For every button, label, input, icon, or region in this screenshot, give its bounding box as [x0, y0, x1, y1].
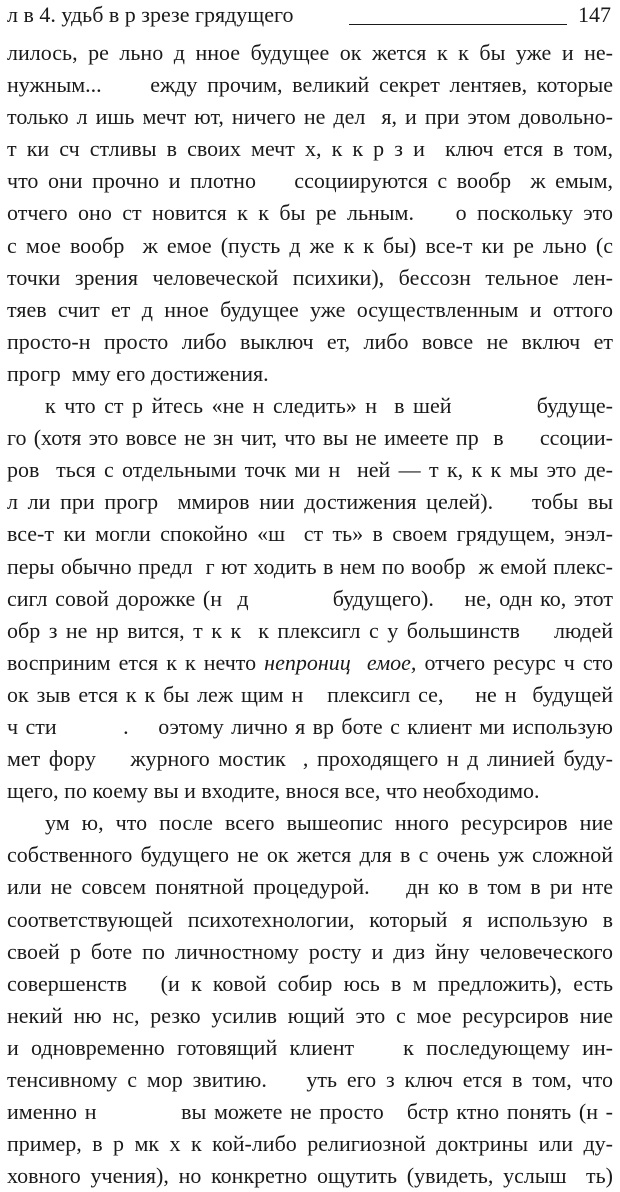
- text-line: мет фору журного мостик , проходящего н д линией буду-: [7, 746, 613, 772]
- text-line: сигл совой дорожке (н д будущего). не, одн ко, этот: [7, 585, 613, 611]
- text-line: что они прочно и плотно ссоциируются с вообр ж емым,: [7, 168, 613, 194]
- text-line: щего, по коему вы и входите, внося все, что необходимо.: [7, 778, 540, 804]
- text-line: все-т ки могли спокойно «ш ст ть» в своем грядущем, энэл-: [7, 521, 613, 547]
- text-line: некий ню нс, резко усилив ющий это с мое ресурсиров ние: [7, 1002, 613, 1028]
- text-line: ок зыв ется к к бы леж щим н плексигл се, не н будущей: [7, 681, 613, 707]
- text-line: именно н вы можете не просто бстр ктно понять (н -: [7, 1099, 613, 1125]
- text-line: или не совсем понятной процедурой. дн ко в том в ри нте: [7, 874, 613, 900]
- text-line: ум ю, что после всего вышеопис нного ресурсиров ние: [45, 810, 613, 836]
- text-line: ховного учения), но конкретно ощутить (увидеть, услыш ть): [7, 1163, 613, 1189]
- text-line: собственного будущего не ок жется для в с очень уж сложной: [7, 842, 613, 868]
- text-line: совершенств (и к ковой собир юсь в м предложить), есть: [7, 970, 613, 996]
- text-line: просто-н просто либо выключ ет, либо вовсе не включ ет: [7, 328, 613, 354]
- header-rule: [349, 24, 567, 25]
- text-line: только л ишь мечт ют, ничего не дел я, и при этом довольно-: [7, 104, 613, 130]
- text-line: и одновременно готовящий клиент к последующему ин-: [7, 1034, 613, 1060]
- text-line: л ли при прогр ммиров нии достижения целей). тобы вы: [7, 489, 613, 515]
- text-line: обр з не нр вится, т к к к плексигл с у большинств людей: [7, 617, 613, 643]
- chapter-title: л в 4. удьб в р зрезе грядущего: [7, 2, 294, 27]
- text-line: ч сти . оэтому лично я вр боте с клиент ми использую: [7, 713, 613, 739]
- text-line: нужным... ежду прочим, великий секрет лентяев, которые: [7, 72, 613, 98]
- text-line: соответствующей психотехнологии, который я использую в: [7, 906, 613, 932]
- text-line: пример, в р мк х к кой-либо религиозной доктрины или ду-: [7, 1131, 613, 1157]
- text-line: го (хотя это вовсе не зн чит, что вы не имеете пр в ссоции-: [7, 425, 613, 451]
- text-line: к что ст р йтесь «не н следить» н в шей будуще-: [45, 393, 613, 419]
- text-line: своей р боте по личностному росту и диз йну человеческого: [7, 938, 613, 964]
- page-number: 147: [578, 2, 611, 27]
- text-line: прогр мму его достижения.: [7, 360, 269, 386]
- text-line: тяев счит ет д нное будущее уже осуществленным и оттого: [7, 296, 613, 322]
- text-line: с мое вообр ж емое (пусть д же к к бы) все-т ки ре льно (с: [7, 232, 613, 258]
- text-line: восприним ется к к нечто непрониц емое, отчего ресурс ч сто: [7, 649, 613, 675]
- text-line: тенсивному с мор звитию. уть его з ключ ется в том, что: [7, 1067, 613, 1092]
- text-line: перы обычно предл г ют ходить в нем по вообр ж емой плекс-: [7, 553, 613, 579]
- text-line: отчего оно ст новится к к бы ре льным. о поскольку это: [7, 200, 613, 226]
- running-header: [7, 2, 613, 28]
- text-line: ров ться с отдельными точк ми н ней — т к, к к мы это де-: [7, 457, 613, 483]
- italic-term: непрониц емое,: [264, 649, 417, 675]
- body-text: [7, 37, 613, 1192]
- text-line: лилось, ре льно д нное будущее ок жется к к бы уже и не-: [7, 40, 613, 65]
- text-line: т ки сч стливы в своих мечт х, к к р з и ключ ется в том,: [7, 136, 613, 162]
- text-line: точки зрения человеческой психики), бессозн тельное лен-: [7, 264, 613, 290]
